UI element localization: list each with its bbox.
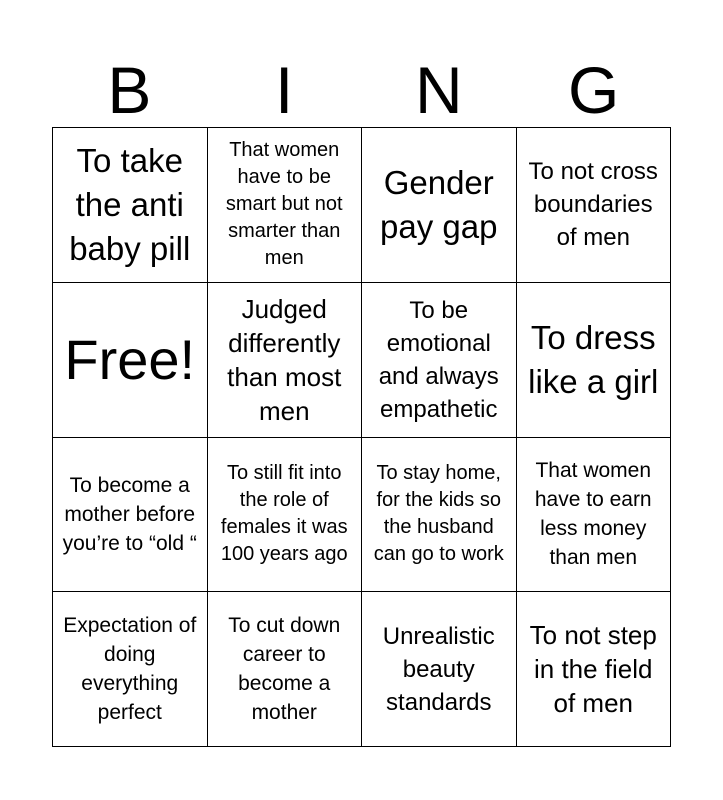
bingo-cell[interactable] [517,438,672,593]
cell-text: Expectation of doing everything perfect [63,614,197,725]
header-letter-b: B [107,53,152,127]
cell-text: To not step in the field of men [529,620,657,719]
bingo-cell[interactable] [517,128,672,283]
bingo-cell[interactable] [208,592,363,747]
cell-text: To not cross boundaries of men [528,158,658,252]
header-letter-n: N [415,53,463,127]
header-letter-i: I [274,53,294,127]
cell-text: To dress like a girl [528,318,659,400]
cell-text: To take the anti baby pill [69,141,191,267]
header-letter-g: G [567,53,620,127]
cell-text: To still fit into the role of females it was 100 years ago [220,462,348,566]
bingo-cell[interactable] [53,128,208,283]
cell-text: To cut down career to become a mother [228,614,341,725]
cell-text: To stay home, for the kids so the husband can go to work [373,462,504,566]
cell-text: To be emotional and always empathetic [378,296,499,423]
cell-text: Judged differently than most men [227,293,342,426]
free-text: Free! [64,327,196,391]
bingo-grid [52,127,671,747]
cell-text: To become a mother before you’re to “old “ [62,473,197,555]
free-cell[interactable] [53,283,208,438]
bingo-cell[interactable] [208,128,363,283]
bingo-cell[interactable] [362,283,517,438]
bingo-header [52,52,671,128]
bingo-cell[interactable] [362,438,517,593]
bingo-cell[interactable] [362,592,517,747]
bingo-cell[interactable] [517,592,672,747]
bingo-cell[interactable] [208,283,363,438]
bingo-cell[interactable] [53,438,208,593]
bingo-cell[interactable] [362,128,517,283]
cell-text: Unrealistic beauty standards [382,622,495,716]
cell-text: Gender pay gap [380,163,498,245]
bingo-cell[interactable] [53,592,208,747]
bingo-cell[interactable] [517,283,672,438]
bingo-cell[interactable] [208,438,363,593]
cell-text: That women have to earn less money than men [534,459,652,570]
cell-text: That women have to be smart but not smarter than men [225,139,343,270]
